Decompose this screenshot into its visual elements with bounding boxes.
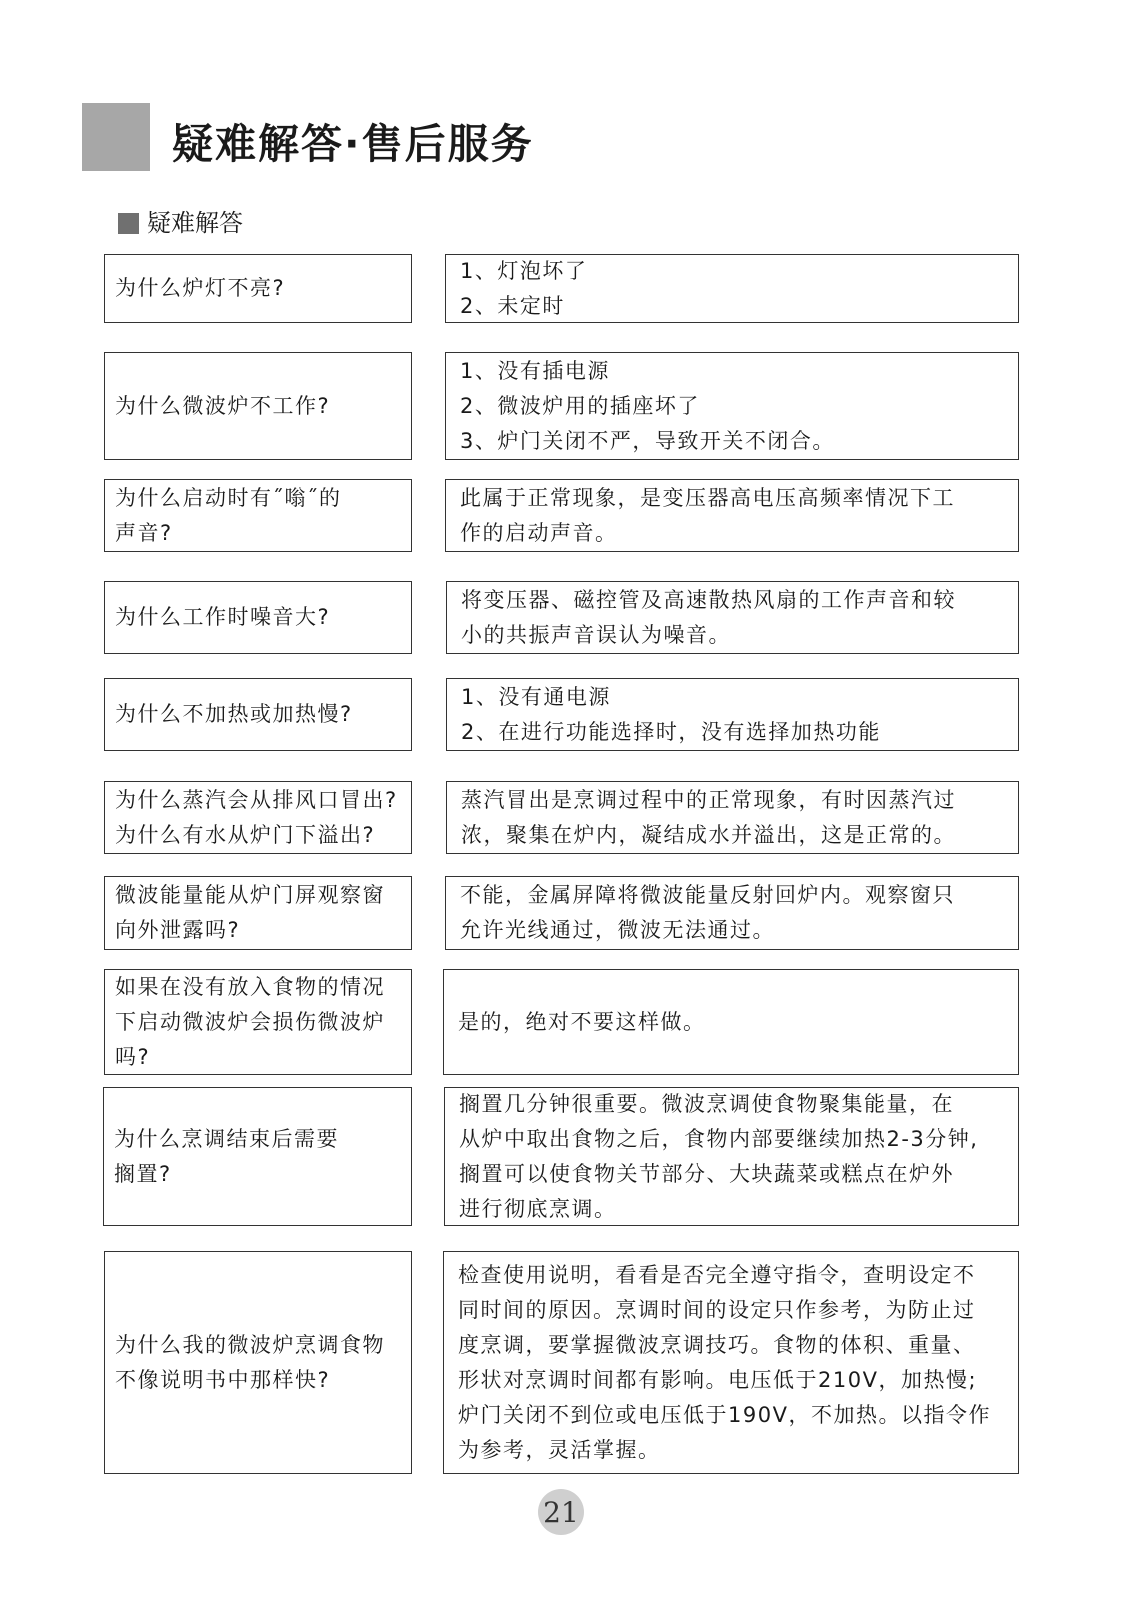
faq-question-box [103, 1087, 412, 1226]
faq-question-box-line: 下启动微波炉会损伤微波炉 [115, 1009, 385, 1034]
faq-answer-box-line: 小的共振声音误认为噪音。 [461, 622, 731, 647]
faq-question-box [104, 969, 412, 1075]
faq-question-box-line: 为什么炉灯不亮? [115, 276, 286, 300]
faq-question-box-line: 为什么有水从炉门下溢出? [115, 822, 376, 847]
faq-answer-box [445, 479, 1019, 552]
faq-question-box [104, 352, 412, 460]
faq-answer-box-line: 2、未定时 [460, 293, 565, 318]
faq-answer-box [446, 781, 1019, 854]
faq-question-box-line: 为什么烹调结束后需要 [114, 1126, 339, 1151]
faq-answer-box-line: 为参考，灵活掌握。 [458, 1437, 661, 1462]
faq-question-box-line: 为什么蒸汽会从排风口冒出? [115, 787, 398, 812]
faq-answer-box [446, 581, 1019, 654]
faq-question-box [104, 254, 412, 323]
faq-answer-box-line: 1、灯泡坏了 [460, 258, 588, 283]
faq-question-box-line: 向外泄露吗? [115, 918, 241, 942]
title-marker-block [82, 103, 150, 171]
faq-answer-box-line: 同时间的原因。烹调时间的设定只作参考，为防止过 [458, 1297, 976, 1322]
faq-question-box-line: 为什么工作时噪音大? [115, 605, 331, 629]
faq-answer-box-line: 作的启动声音。 [460, 520, 618, 545]
faq-question-box [104, 581, 412, 654]
square-bullet-icon [118, 213, 139, 234]
faq-answer-box-line: 2、微波炉用的插座坏了 [460, 393, 700, 418]
faq-answer-box-line: 检查使用说明，看看是否完全遵守指令，查明设定不 [458, 1262, 976, 1287]
faq-answer-box-line: 从炉中取出食物之后，食物内部要继续加热2-3分钟, [459, 1126, 979, 1151]
faq-answer-box [445, 352, 1019, 460]
faq-answer-box-line: 浓，聚集在炉内，凝结成水并溢出，这是正常的。 [461, 822, 956, 847]
faq-question-box-line: 搁置? [114, 1161, 172, 1186]
faq-answer-box-line: 进行彻底烹调。 [459, 1196, 617, 1221]
faq-question-box-line: 为什么不加热或加热慢? [115, 702, 353, 726]
faq-answer-box [445, 254, 1019, 323]
faq-question-box-line: 为什么我的微波炉烹调食物 [115, 1332, 385, 1357]
faq-question-box-line: 为什么微波炉不工作? [115, 393, 331, 418]
faq-question-box [104, 678, 412, 751]
faq-question-box-line: 吗? [115, 1044, 151, 1069]
faq-answer-box-line: 蒸汽冒出是烹调过程中的正常现象，有时因蒸汽过 [461, 787, 956, 812]
faq-answer-box-line: 形状对烹调时间都有影响。电压低于210V，加热慢; [458, 1367, 978, 1392]
faq-question-box [104, 781, 412, 854]
faq-answer-box [444, 1087, 1019, 1226]
faq-answer-box-line: 搁置几分钟很重要。微波烹调使食物聚集能量，在 [459, 1091, 954, 1116]
faq-answer-box-line: 1、没有通电源 [461, 684, 611, 709]
section-title: 疑难解答 [147, 209, 243, 237]
faq-answer-box-line: 将变压器、磁控管及高速散热风扇的工作声音和较 [461, 587, 956, 612]
faq-answer-box-line: 炉门关闭不到位或电压低于190V，不加热。以指令作 [458, 1402, 991, 1427]
faq-answer-box-line: 允许光线通过，微波无法通过。 [460, 918, 775, 942]
faq-answer-box-line: 是的，绝对不要这样做。 [458, 1009, 706, 1034]
faq-question-box-line: 声音? [115, 520, 173, 545]
faq-question-box-line: 如果在没有放入食物的情况 [115, 974, 385, 999]
faq-answer-box-line: 3、炉门关闭不严，导致开关不闭合。 [460, 428, 835, 453]
faq-answer-box-line: 度烹调，要掌握微波烹调技巧。食物的体积、重量、 [458, 1332, 976, 1357]
faq-question-box-line: 不像说明书中那样快? [115, 1367, 331, 1392]
faq-question-box-line: 为什么启动时有˝嗡˝的 [115, 485, 342, 510]
page-number: 21 [538, 1489, 584, 1535]
faq-answer-box-line: 1、没有插电源 [460, 358, 610, 383]
section-heading [118, 206, 243, 240]
faq-question-box [104, 1251, 412, 1474]
faq-answer-box [443, 1251, 1019, 1474]
faq-answer-box [443, 969, 1019, 1075]
faq-answer-box-line: 2、在进行功能选择时，没有选择加热功能 [461, 719, 881, 744]
faq-answer-box [446, 678, 1019, 751]
faq-question-box [104, 876, 412, 950]
page-title: 疑难解答·售后服务 [172, 120, 534, 168]
faq-answer-box [445, 876, 1019, 950]
faq-question-box-line: 微波能量能从炉门屏观察窗 [115, 883, 385, 907]
faq-question-box [104, 479, 412, 552]
faq-answer-box-line: 此属于正常现象，是变压器高电压高频率情况下工 [460, 485, 955, 510]
faq-answer-box-line: 搁置可以使食物关节部分、大块蔬菜或糕点在炉外 [459, 1161, 954, 1186]
faq-answer-box-line: 不能，金属屏障将微波能量反射回炉内。观察窗只 [460, 883, 955, 907]
